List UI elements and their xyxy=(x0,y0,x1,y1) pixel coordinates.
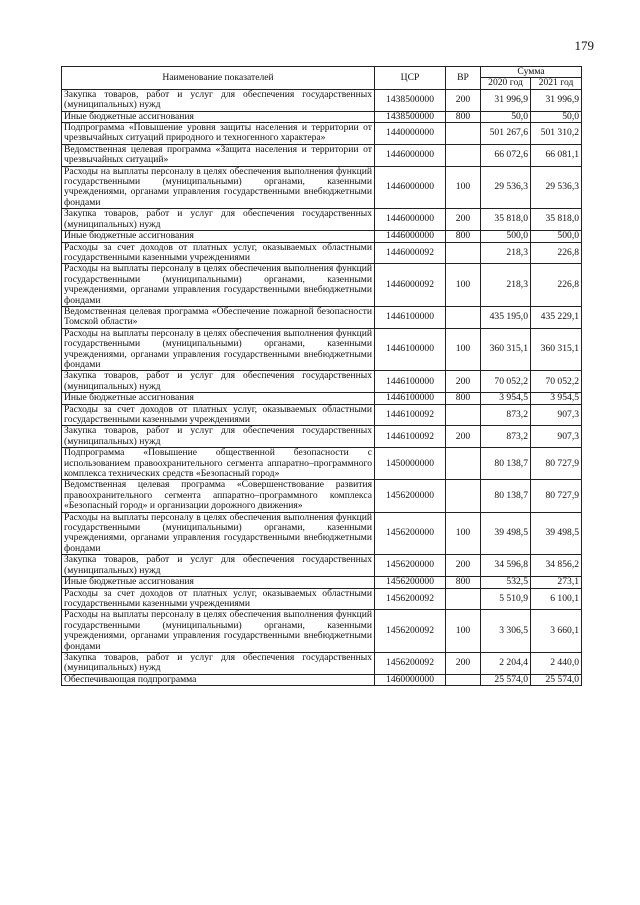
row-vr xyxy=(446,144,481,166)
row-code: 1446100092 xyxy=(375,426,446,448)
row-value-2021: 25 574,0 xyxy=(531,674,582,685)
row-vr xyxy=(446,448,481,480)
row-value-2020: 532,5 xyxy=(481,577,531,588)
row-code: 1446000000 xyxy=(375,231,446,242)
row-name: Ведомственная целевая программа «Обеспечение пожарной безопасности Томской области» xyxy=(62,306,375,328)
row-value-2020: 360 315,1 xyxy=(481,328,531,371)
table-row xyxy=(62,512,582,555)
row-code: 1450000000 xyxy=(375,448,446,480)
row-name: Закупка товаров, работ и услуг для обеспечения государственных (муниципальных) нужд xyxy=(62,426,375,448)
row-code: 1440000000 xyxy=(375,123,446,145)
row-code: 1460000000 xyxy=(375,674,446,685)
row-value-2021: 907,3 xyxy=(531,426,582,448)
table-header xyxy=(62,67,582,90)
table-row xyxy=(62,448,582,480)
row-value-2020: 5 510,9 xyxy=(481,588,531,610)
row-code: 1456200000 xyxy=(375,480,446,512)
row-vr: 100 xyxy=(446,328,481,371)
row-name: Иные бюджетные ассигнования xyxy=(62,231,375,242)
row-name: Расходы за счет доходов от платных услуг, оказываемых областными государственными казенными учреждениями xyxy=(62,404,375,426)
row-vr: 200 xyxy=(446,652,481,674)
table-row xyxy=(62,144,582,166)
row-code: 1456200092 xyxy=(375,652,446,674)
row-vr xyxy=(446,674,481,685)
row-code: 1456200000 xyxy=(375,512,446,555)
row-code: 1446000000 xyxy=(375,209,446,231)
row-code: 1446100092 xyxy=(375,404,446,426)
row-code: 1446100000 xyxy=(375,371,446,393)
table-row xyxy=(62,231,582,242)
row-vr xyxy=(446,480,481,512)
table-row xyxy=(62,674,582,685)
row-value-2021: 3 660,1 xyxy=(531,610,582,653)
row-value-2021: 70 052,2 xyxy=(531,371,582,393)
row-value-2021: 501 310,2 xyxy=(531,123,582,145)
row-value-2020: 34 596,8 xyxy=(481,555,531,577)
row-code: 1446000000 xyxy=(375,144,446,166)
table-row xyxy=(62,328,582,371)
row-vr: 200 xyxy=(446,555,481,577)
row-value-2020: 80 138,7 xyxy=(481,480,531,512)
row-value-2020: 39 498,5 xyxy=(481,512,531,555)
row-code: 1456200000 xyxy=(375,577,446,588)
row-value-2020: 70 052,2 xyxy=(481,371,531,393)
row-name: Ведомственная целевая программа «Совершенствование развития правоохранительного сегмента аппаратно–программного комплекса «Безопасный город» и организации дорожного движения» xyxy=(62,480,375,512)
row-value-2020: 2 204,4 xyxy=(481,652,531,674)
table-row xyxy=(62,89,582,111)
row-vr xyxy=(446,588,481,610)
row-vr: 100 xyxy=(446,166,481,209)
row-code: 1446000092 xyxy=(375,264,446,307)
row-name: Расходы за счет доходов от платных услуг, оказываемых областными государственными казенными учреждениями xyxy=(62,242,375,264)
table-row xyxy=(62,166,582,209)
row-value-2021: 907,3 xyxy=(531,404,582,426)
row-vr: 200 xyxy=(446,371,481,393)
row-value-2021: 226,8 xyxy=(531,264,582,307)
table-row xyxy=(62,306,582,328)
table-row xyxy=(62,426,582,448)
row-value-2020: 435 195,0 xyxy=(481,306,531,328)
table-row xyxy=(62,242,582,264)
row-name: Иные бюджетные ассигнования xyxy=(62,111,375,122)
table-row xyxy=(62,610,582,653)
row-value-2021: 50,0 xyxy=(531,111,582,122)
row-value-2021: 66 081,1 xyxy=(531,144,582,166)
row-value-2021: 80 727,9 xyxy=(531,480,582,512)
row-code: 1456200092 xyxy=(375,588,446,610)
row-value-2020: 218,3 xyxy=(481,242,531,264)
row-code: 1456200000 xyxy=(375,555,446,577)
table-row xyxy=(62,652,582,674)
row-name: Расходы на выплаты персоналу в целях обеспечения выполнения функций государственными (муниципальными) органами, казенными учреждениями, органами управления государственными внебюджетными фондами xyxy=(62,264,375,307)
row-value-2021: 39 498,5 xyxy=(531,512,582,555)
header-year-2020: 2020 год xyxy=(481,78,531,89)
row-value-2021: 34 856,2 xyxy=(531,555,582,577)
row-value-2020: 50,0 xyxy=(481,111,531,122)
row-name: Подпрограмма «Повышение уровня защиты населения и территории от чрезвычайных ситуаций природного и техногенного характера» xyxy=(62,123,375,145)
row-vr: 100 xyxy=(446,512,481,555)
row-name: Закупка товаров, работ и услуг для обеспечения государственных (муниципальных) нужд xyxy=(62,652,375,674)
row-name: Закупка товаров, работ и услуг для обеспечения государственных (муниципальных) нужд xyxy=(62,555,375,577)
row-name: Расходы на выплаты персоналу в целях обеспечения выполнения функций государственными (муниципальными) органами, казенными учреждениями, органами управления государственными внебюджетными фондами xyxy=(62,610,375,653)
row-value-2020: 25 574,0 xyxy=(481,674,531,685)
row-vr xyxy=(446,306,481,328)
row-value-2020: 218,3 xyxy=(481,264,531,307)
row-value-2021: 80 727,9 xyxy=(531,448,582,480)
row-value-2020: 80 138,7 xyxy=(481,448,531,480)
row-value-2021: 226,8 xyxy=(531,242,582,264)
row-name: Расходы на выплаты персоналу в целях обеспечения выполнения функций государственными (муниципальными) органами, казенными учреждениями, органами управления государственными внебюджетными фондами xyxy=(62,328,375,371)
table-row xyxy=(62,393,582,404)
row-vr xyxy=(446,123,481,145)
row-value-2020: 501 267,6 xyxy=(481,123,531,145)
row-value-2020: 66 072,6 xyxy=(481,144,531,166)
row-value-2021: 29 536,3 xyxy=(531,166,582,209)
row-name: Расходы на выплаты персоналу в целях обеспечения выполнения функций государственными (муниципальными) органами, казенными учреждениями, органами управления государственными внебюджетными фондами xyxy=(62,166,375,209)
row-vr: 100 xyxy=(446,264,481,307)
row-vr: 800 xyxy=(446,231,481,242)
row-name: Иные бюджетные ассигнования xyxy=(62,577,375,588)
table-row xyxy=(62,123,582,145)
row-code: 1446100000 xyxy=(375,393,446,404)
table-row xyxy=(62,577,582,588)
row-code: 1456200092 xyxy=(375,610,446,653)
row-code: 1438500000 xyxy=(375,89,446,111)
row-vr: 800 xyxy=(446,111,481,122)
row-value-2021: 435 229,1 xyxy=(531,306,582,328)
row-value-2021: 35 818,0 xyxy=(531,209,582,231)
row-value-2021: 6 100,1 xyxy=(531,588,582,610)
header-code: ЦСР xyxy=(375,67,446,90)
row-value-2020: 873,2 xyxy=(481,404,531,426)
row-vr xyxy=(446,242,481,264)
table-row xyxy=(62,371,582,393)
row-vr: 800 xyxy=(446,577,481,588)
page-number: 179 xyxy=(574,38,594,53)
row-code: 1446000000 xyxy=(375,166,446,209)
row-value-2021: 3 954,5 xyxy=(531,393,582,404)
table-row xyxy=(62,111,582,122)
row-value-2020: 35 818,0 xyxy=(481,209,531,231)
row-value-2020: 500,0 xyxy=(481,231,531,242)
row-value-2020: 31 996,9 xyxy=(481,89,531,111)
row-code: 1446100000 xyxy=(375,328,446,371)
row-code: 1438500000 xyxy=(375,111,446,122)
row-name: Обеспечивающая подпрограмма xyxy=(62,674,375,685)
row-name: Закупка товаров, работ и услуг для обеспечения государственных (муниципальных) нужд xyxy=(62,89,375,111)
row-value-2021: 500,0 xyxy=(531,231,582,242)
row-vr: 200 xyxy=(446,89,481,111)
header-year-2021: 2021 год xyxy=(531,78,582,89)
header-sum: Сумма xyxy=(481,67,582,78)
row-vr: 200 xyxy=(446,209,481,231)
table-row xyxy=(62,480,582,512)
row-name: Расходы за счет доходов от платных услуг, оказываемых областными государственными казенными учреждениями xyxy=(62,588,375,610)
row-value-2021: 2 440,0 xyxy=(531,652,582,674)
row-value-2021: 273,1 xyxy=(531,577,582,588)
row-value-2020: 873,2 xyxy=(481,426,531,448)
header-vr: ВР xyxy=(446,67,481,90)
row-vr: 100 xyxy=(446,610,481,653)
row-name: Иные бюджетные ассигнования xyxy=(62,393,375,404)
row-name: Ведомственная целевая программа «Защита населения и территории от чрезвычайных ситуаций» xyxy=(62,144,375,166)
row-value-2020: 3 306,5 xyxy=(481,610,531,653)
row-value-2020: 29 536,3 xyxy=(481,166,531,209)
row-name: Закупка товаров, работ и услуг для обеспечения государственных (муниципальных) нужд xyxy=(62,371,375,393)
row-vr: 200 xyxy=(446,426,481,448)
row-value-2021: 360 315,1 xyxy=(531,328,582,371)
row-name: Подпрограмма «Повышение общественной безопасности с использованием правоохранительного сегмента аппаратно–программного комплекса технических средств «Безопасный город» xyxy=(62,448,375,480)
row-value-2020: 3 954,5 xyxy=(481,393,531,404)
row-vr xyxy=(446,404,481,426)
header-name: Наименование показателей xyxy=(62,67,375,90)
table-row xyxy=(62,588,582,610)
table-row xyxy=(62,555,582,577)
table-row xyxy=(62,209,582,231)
table-row xyxy=(62,264,582,307)
table-body xyxy=(62,89,582,685)
row-code: 1446000092 xyxy=(375,242,446,264)
row-code: 1446100000 xyxy=(375,306,446,328)
row-vr: 800 xyxy=(446,393,481,404)
row-name: Расходы на выплаты персоналу в целях обеспечения выполнения функций государственными (муниципальными) органами, казенными учреждениями, органами управления государственными внебюджетными фондами xyxy=(62,512,375,555)
budget-table xyxy=(61,66,582,686)
table-row xyxy=(62,404,582,426)
row-name: Закупка товаров, работ и услуг для обеспечения государственных (муниципальных) нужд xyxy=(62,209,375,231)
row-value-2021: 31 996,9 xyxy=(531,89,582,111)
